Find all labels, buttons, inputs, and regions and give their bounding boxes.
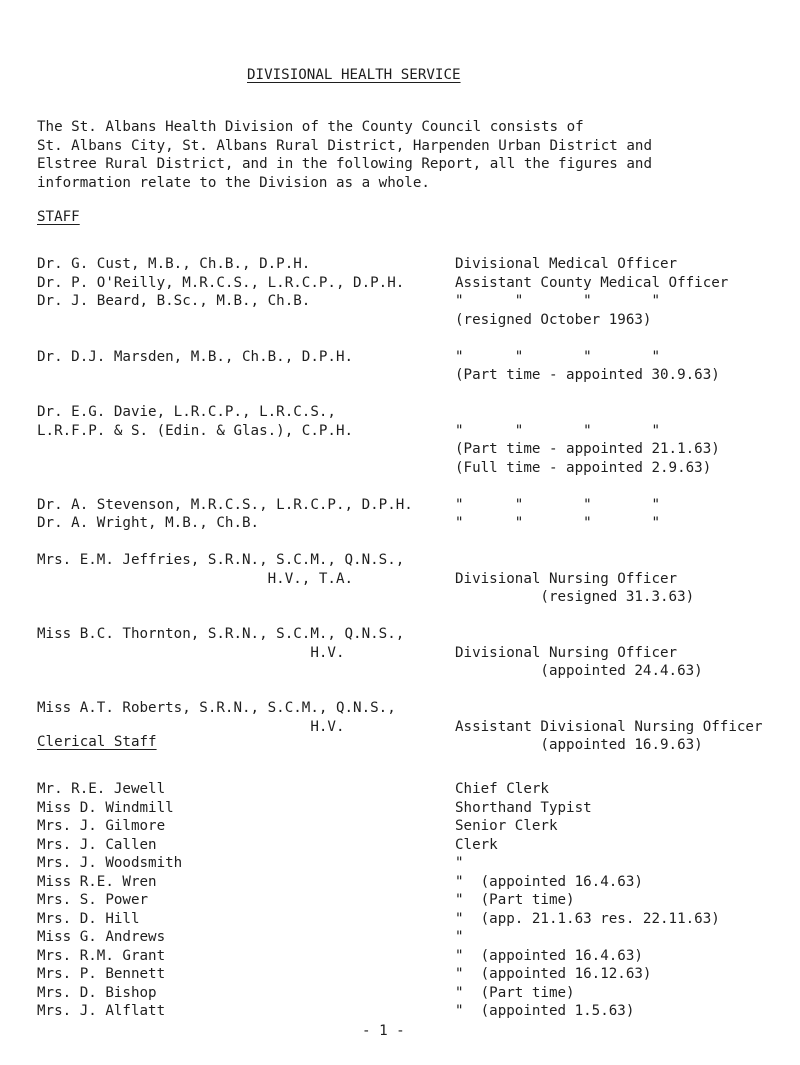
clerical-role: Senior Clerk [455,818,558,834]
clerical-name: Mrs. J. Alflatt [37,1003,166,1019]
staff-role-line: (Part time - appointed 21.1.63) [455,441,720,457]
clerical-name: Mrs. R.M. Grant [37,947,166,964]
staff-name-line [37,662,413,681]
clerical-name: Mrs. J. Woodsmith [37,855,183,871]
staff-name-line: Dr. P. O'Reilly, M.R.C.S., L.R.C.P., D.P.H. [37,274,405,291]
clerical-role: Shorthand Typist [455,799,592,816]
staff-name-line: Mrs. E.M. Jeffries, S.R.N., S.C.M., Q.N.S., [37,552,405,568]
clerical-name: Miss R.E. Wren [37,873,157,890]
staff-heading: STAFF [37,209,80,225]
staff-name-line: Miss B.C. Thornton, S.R.N., S.C.M., Q.N.S., [37,626,405,642]
clerical-role: " [455,855,464,871]
spacer [37,607,413,626]
page-number: - 1 - [362,1023,405,1039]
staff-role-line: (resigned 31.3.63) [455,589,695,605]
staff-name-line [37,311,413,330]
staff-name-line: Dr. A. Wright, M.B., Ch.B. [37,515,260,531]
spacer [37,329,413,348]
spacer [455,477,763,496]
clerical-name: Mr. R.E. Jewell [37,781,166,797]
clerical-name: Mrs. S. Power [37,892,149,908]
staff-role-line: (appointed 24.4.63) [455,663,703,679]
staff-name-line [37,440,413,459]
staff-name-line: L.R.F.P. & S. (Edin. & Glas.), C.P.H. [37,422,354,439]
staff-role-line: Assistant County Medical Officer [455,274,729,291]
staff-name-line: Miss A.T. Roberts, S.R.N., S.C.M., Q.N.S., [37,700,396,716]
clerical-role: " (appointed 16.4.63) [455,873,643,890]
clerical-role: " (Part time) [455,984,575,1001]
clerical-name: Miss D. Windmill [37,799,174,816]
staff-role-line: Divisional Medical Officer [455,256,678,272]
intro-paragraph [37,118,777,192]
clerical-name: Miss G. Andrews [37,929,166,945]
staff-role-line: (appointed 16.9.63) [455,737,703,753]
clerical-name: Mrs. D. Hill [37,910,140,927]
staff-role-line [455,625,763,644]
staff-name-line: Dr. J. Beard, B.Sc., M.B., Ch.B. [37,293,311,309]
clerical-role: " (appointed 16.12.63) [455,966,652,982]
clerical-heading: Clerical Staff [37,734,157,750]
staff-role-line: (Full time - appointed 2.9.63) [455,459,712,476]
staff-role-line: " " " " [455,422,660,439]
spacer [455,681,763,700]
staff-role-line [455,403,763,422]
staff-name-line: H.V., T.A. [37,570,354,587]
staff-names [37,255,413,755]
staff-role-line: Divisional Nursing Officer [455,644,678,661]
clerical-role: " (Part time) [455,892,575,908]
staff-name-line: Dr. E.G. Davie, L.R.C.P., L.R.C.S., [37,404,336,420]
staff-role-line: " " " " [455,515,660,531]
clerical-names [37,780,182,1021]
clerical-role: " (app. 21.1.63 res. 22.11.63) [455,910,720,927]
spacer [37,681,413,700]
clerical-name: Mrs. P. Bennett [37,966,166,982]
spacer [455,533,763,552]
staff-name-line: Dr. D.J. Marsden, M.B., Ch.B., D.P.H. [37,348,354,365]
spacer [37,477,413,496]
clerical-role: " (appointed 16.4.63) [455,947,643,964]
staff-name-line [37,366,413,385]
staff-name-line [37,588,413,607]
spacer [37,533,413,552]
staff-role-line [455,551,763,570]
staff-name-line: H.V. [37,718,345,735]
spacer [455,385,763,404]
staff-role-line: " " " " [455,293,660,309]
spacer [37,385,413,404]
staff-role-line: Divisional Nursing Officer [455,570,678,587]
intro-line: The St. Albans Health Division of the County Council consists of [37,119,584,135]
intro-line: Elstree Rural District, and in the following Report, all the figures and [37,156,652,172]
spacer [455,329,763,348]
staff-name-line: H.V. [37,644,345,661]
staff-role-line: " " " " [455,496,660,513]
page-title: DIVISIONAL HEALTH SERVICE [247,67,461,83]
intro-line: information relate to the Division as a whole. [37,174,430,191]
staff-roles [455,255,763,755]
clerical-name: Mrs. J. Gilmore [37,818,166,834]
staff-role-line: Assistant Divisional Nursing Officer [455,718,763,735]
clerical-name: Mrs. D. Bishop [37,984,157,1001]
staff-name-line [37,459,413,478]
staff-role-line [455,699,763,718]
staff-role-line: (resigned October 1963) [455,311,652,328]
staff-name-line: Dr. A. Stevenson, M.R.C.S., L.R.C.P., D.P.H. [37,496,413,513]
clerical-name: Mrs. J. Callen [37,836,157,853]
staff-role-line: " " " " [455,348,660,365]
clerical-roles [455,780,720,1021]
staff-name-line: Dr. G. Cust, M.B., Ch.B., D.P.H. [37,256,311,272]
clerical-role: " (appointed 1.5.63) [455,1003,635,1019]
staff-role-line: (Part time - appointed 30.9.63) [455,367,720,383]
clerical-role: " [455,929,464,945]
spacer [455,607,763,626]
intro-line: St. Albans City, St. Albans Rural District, Harpenden Urban District and [37,137,652,154]
clerical-role: Clerk [455,836,498,853]
clerical-role: Chief Clerk [455,781,549,797]
